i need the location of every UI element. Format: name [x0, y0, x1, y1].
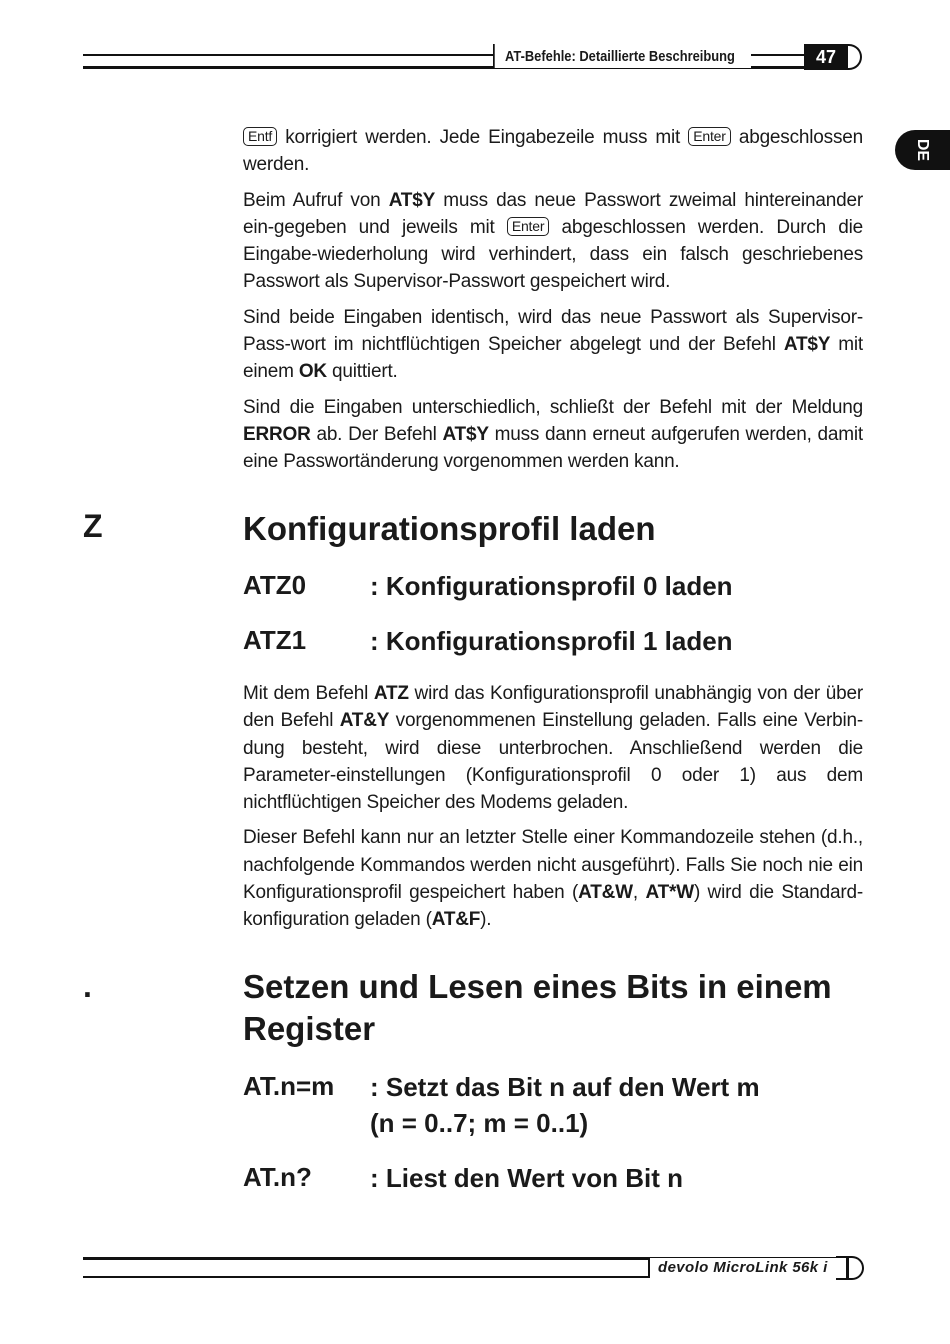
footer-title: devolo MicroLink 56k i: [648, 1258, 844, 1278]
section-title-dot: Setzen und Lesen eines Bits in einem Register: [243, 968, 832, 1047]
intro-paragraph-1: Entf korrigiert werden. Jede Eingabezeile muss mit Enter abgeschlossen werden.: [243, 127, 863, 176]
command-desc-at-n-query: : Liest den Wert von Bit n: [370, 1163, 683, 1193]
command-name-at-n-query: AT.n?: [243, 1162, 312, 1192]
section-title-z: Konfigurationsprofil laden: [243, 510, 656, 547]
key-entf: Entf: [243, 127, 277, 146]
command-desc-line-1: : Setzt das Bit n auf den Wert m: [370, 1072, 760, 1102]
footer-divider: [846, 1258, 849, 1278]
language-tab: [895, 130, 950, 170]
header-title: AT-Befehle: Detaillierte Beschreibung: [493, 44, 751, 68]
language-tab-label: DE: [914, 138, 931, 162]
intro-paragraph-3: Sind beide Eingaben identisch, wird das neue Passwort als Supervisor-Pass-wort im nichtflüchtigen Speicher abgelegt und der Befehl AT$Y mit einem OK quittiert.: [243, 306, 864, 383]
command-desc-atz1: : Konfigurationsprofil 1 laden: [370, 626, 733, 656]
section-letter-dot: .: [83, 968, 92, 1004]
section-z-paragraph-1: Mit dem Befehl ATZ wird das Konfigurationsprofil unabhängig von der über den Befehl AT&Y vorgenommenen Einstellung geladen. Falls eine Verbin-dung besteht, wird diese unterbrochen. Anschließend werden die Parameter-einstellungen (Konfigurationsprofil 0 oder 1) aus dem nichtflüchtigen Speicher des Modems geladen.: [243, 683, 864, 814]
intro-paragraph-2: Beim Aufruf von AT$Y muss das neue Passwort zweimal hintereinander ein-gegeben und jeweils mit Enter abgeschlossen werden. Durch die Eingabe-wiederholung wird verhindert, dass ein falsch geschriebenes Passwort als Supervisor-Passwort gespeichert wird.: [243, 189, 864, 293]
section-letter-z: Z: [83, 508, 103, 544]
section-z-text: [243, 680, 863, 942]
command-desc-at-n-eq-m: [370, 1069, 760, 1141]
section-z-paragraph-2: Dieser Befehl kann nur an letzter Stelle einer Kommandozeile stehen (d.h., nachfolgende Kommandos werden nicht ausgeführt). Falls Sie noch nie ein Konfigurationsprofil gespeichert haben (AT&W, AT*W) wird die Standard-konfiguration geladen (AT&F).: [243, 827, 863, 931]
key-enter: Enter: [507, 217, 549, 236]
command-desc-line-2: (n = 0..7; m = 0..1): [370, 1108, 589, 1138]
page-number: 47: [804, 44, 848, 70]
key-enter: Enter: [688, 127, 730, 146]
command-name-atz1: ATZ1: [243, 625, 307, 655]
intro-text: [243, 124, 863, 484]
command-desc-atz0: : Konfigurationsprofil 0 laden: [370, 571, 733, 601]
command-name-atz0: ATZ0: [243, 570, 307, 600]
command-name-at-n-eq-m: AT.n=m: [243, 1071, 335, 1101]
intro-paragraph-4: Sind die Eingaben unterschiedlich, schließt der Befehl mit der Meldung ERROR ab. Der Befehl AT$Y muss dann erneut aufgerufen werden, damit eine Passwortänderung vorgenommen werden kann.: [243, 396, 863, 473]
